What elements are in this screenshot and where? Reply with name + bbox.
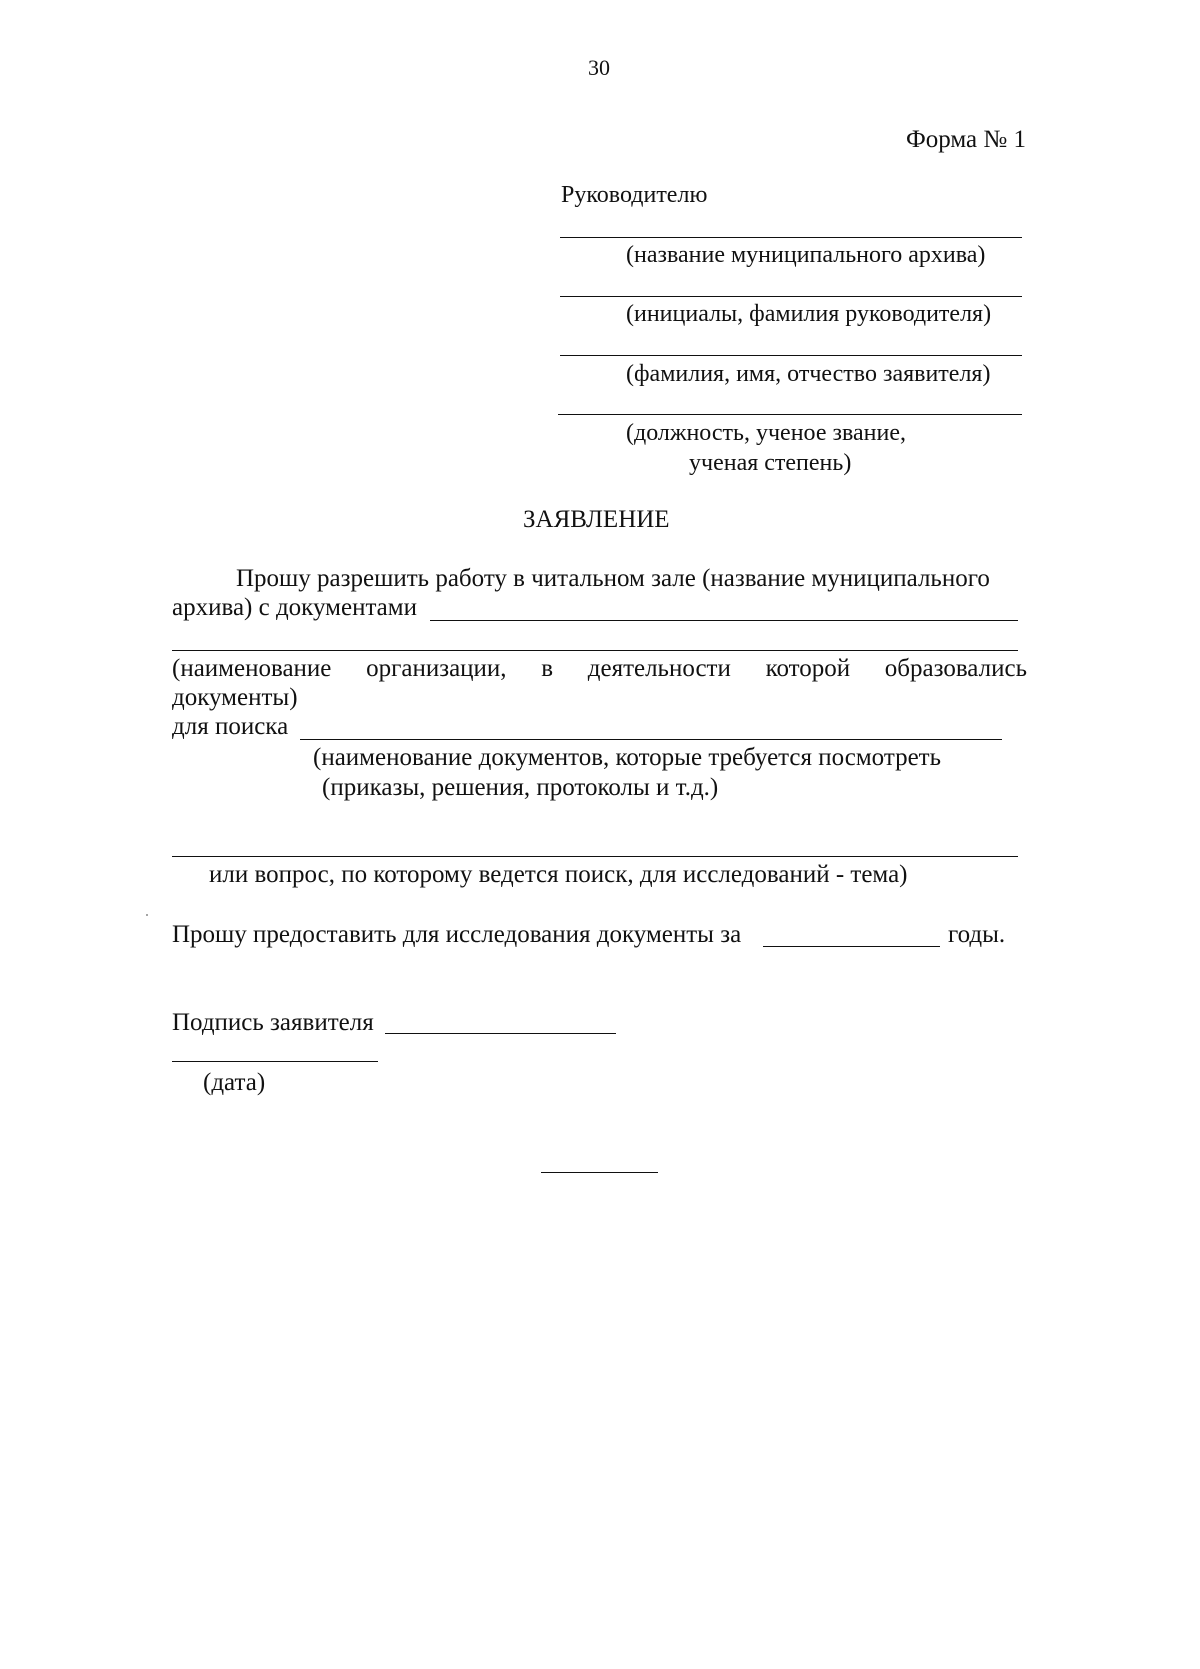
end-separator bbox=[541, 1172, 658, 1173]
archive-name-line bbox=[560, 237, 1022, 238]
director-name-caption: (инициалы, фамилия руководителя) bbox=[626, 301, 992, 327]
position-line bbox=[558, 414, 1022, 415]
applicant-name-caption: (фамилия, имя, отчество заявителя) bbox=[626, 361, 991, 387]
scan-speck bbox=[146, 914, 148, 916]
document-title: ЗАЯВЛЕНИЕ bbox=[523, 506, 670, 533]
degree-caption: ученая степень) bbox=[689, 450, 852, 476]
signature-field-line bbox=[385, 1033, 616, 1034]
documents-field-line-2 bbox=[172, 650, 1018, 651]
search-field-line bbox=[300, 739, 1002, 740]
question-caption: или вопрос, по которому ведется поиск, для исследований - тема) bbox=[209, 861, 908, 888]
organization-caption-word: которой bbox=[765, 655, 851, 682]
documents-caption-1: (наименование документов, которые требуется посмотреть bbox=[313, 744, 941, 771]
search-prefix: для поиска bbox=[172, 713, 289, 740]
date-field-line bbox=[172, 1061, 378, 1062]
position-caption: (должность, ученое звание, bbox=[626, 420, 906, 446]
page-number: 30 bbox=[588, 55, 610, 80]
question-field-line bbox=[172, 856, 1018, 857]
signature-label: Подпись заявителя bbox=[172, 1009, 374, 1036]
years-prefix: Прошу предоставить для исследования документы за bbox=[172, 921, 742, 948]
date-caption: (дата) bbox=[203, 1069, 266, 1096]
addressee-to: Руководителю bbox=[561, 182, 708, 208]
form-label: Форма № 1 bbox=[906, 126, 1026, 153]
applicant-name-line bbox=[560, 355, 1022, 356]
director-name-line bbox=[560, 296, 1022, 297]
organization-caption bbox=[172, 656, 1027, 681]
organization-caption-word: (наименование bbox=[172, 655, 332, 682]
years-suffix: годы. bbox=[948, 921, 1006, 948]
organization-caption-word: деятельности bbox=[587, 655, 731, 682]
organization-caption-word: организации, bbox=[366, 655, 507, 682]
archive-name-caption: (название муниципального архива) bbox=[626, 242, 986, 268]
documents-field-line bbox=[430, 620, 1018, 621]
request-line-2-prefix: архива) с документами bbox=[172, 594, 417, 621]
organization-caption-word: образовались bbox=[884, 655, 1027, 682]
organization-caption-word: в bbox=[541, 655, 554, 682]
documents-caption-2: (приказы, решения, протоколы и т.д.) bbox=[322, 774, 719, 801]
organization-caption-tail: документы) bbox=[172, 684, 298, 711]
years-field-line bbox=[763, 946, 940, 947]
request-line-1: Прошу разрешить работу в читальном зале (название муниципального bbox=[236, 565, 990, 592]
